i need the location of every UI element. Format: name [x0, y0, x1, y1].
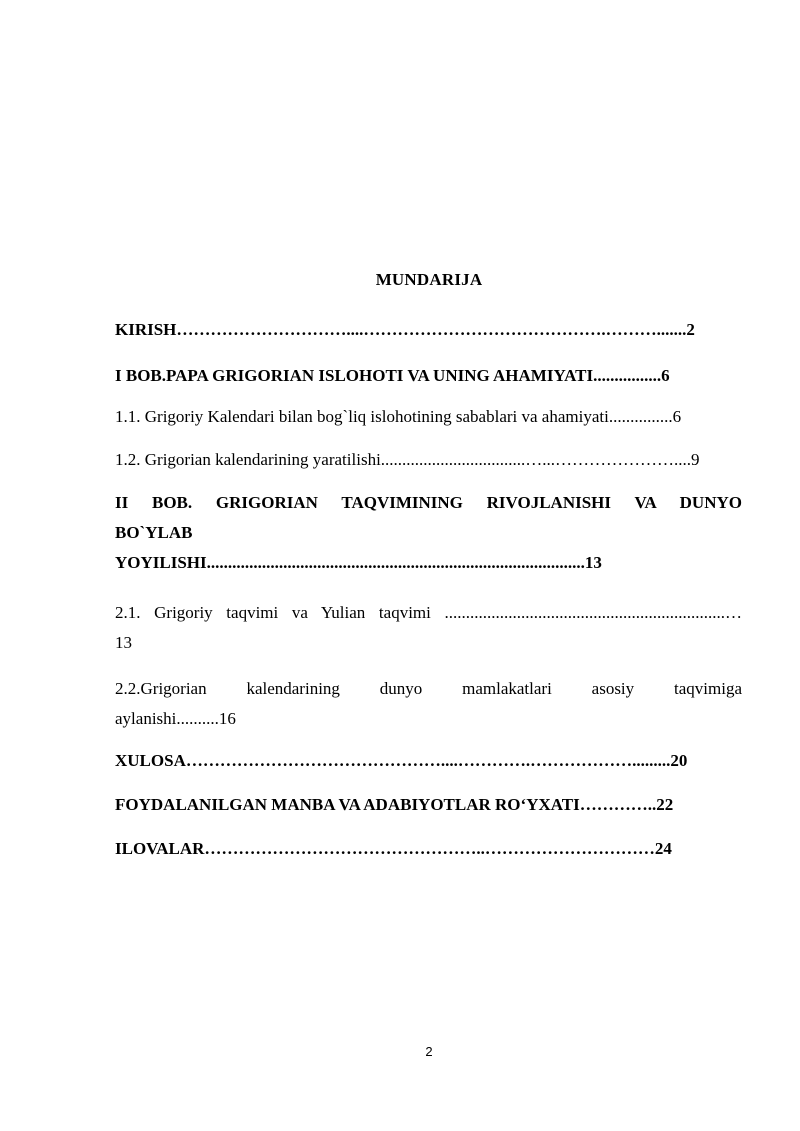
toc-entry-section-2-1-line-2: 13	[115, 633, 132, 652]
page-number: 2	[425, 1044, 433, 1059]
toc-entry-chapter-2-line-2: BO`YLAB	[115, 523, 193, 542]
toc-entry-kirish: KIRISH…………………………....…………………………………….……….......2	[115, 320, 695, 339]
toc-entry-section-2-2	[115, 674, 742, 734]
toc-entry-appendices: ILOVALAR…………………………………………..…………………………24	[115, 839, 672, 858]
toc-entry-chapter-2-line-3: YOYILISHI.........................................................................................13	[115, 553, 602, 572]
toc-entry-chapter-2	[115, 488, 742, 578]
toc-entry-chapter-2-line-1: II BOB. GRIGORIAN TAQVIMINING RIVOJLANISHI VA DUNYO	[115, 493, 742, 512]
toc-entry-section-1-1: 1.1. Grigoriy Kalendari bilan bog`liq islohotining sabablari va ahamiyati...............6	[115, 407, 682, 426]
page-title: MUNDARIJA	[375, 270, 483, 289]
toc-entry-references: FOYDALANILGAN MANBA VA ADABIYOTLAR RO‘YXATI…………..22	[115, 795, 674, 814]
toc-entry-section-2-2-line-1: 2.2.Grigorian kalendarining dunyo mamlakatlari asosiy taqvimiga	[115, 679, 742, 698]
toc-entry-section-2-1-line-1: 2.1. Grigoriy taqvimi va Yulian taqvimi ..................................................................…	[115, 603, 742, 622]
toc-entry-chapter-1: I BOB.PAPA GRIGORIAN ISLOHOTI VA UNING AHAMIYATI................6	[115, 366, 670, 385]
toc-entry-section-2-1	[115, 598, 742, 658]
toc-entry-xulosa: XULOSA………………………………………....………….……………….........20	[115, 751, 688, 770]
toc-entry-section-1-2: 1.2. Grigorian kalendarining yaratilishi..................................…...…………………....9	[115, 450, 700, 469]
toc-entry-section-2-2-line-2: aylanishi..........16	[115, 709, 236, 728]
